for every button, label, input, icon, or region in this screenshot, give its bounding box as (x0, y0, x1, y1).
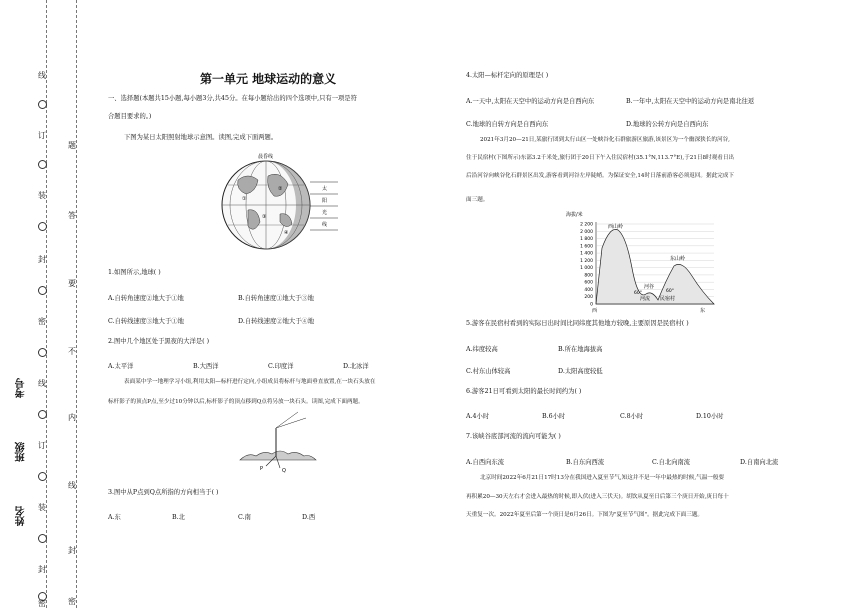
q3-option-c[interactable]: C.南 (238, 514, 251, 521)
fig3-ylabel: 海拔/米 (566, 212, 583, 218)
q1-option-a[interactable]: A.自转角速度②地大于①地 (108, 295, 184, 302)
y-tick-label: 1 400 (580, 251, 593, 257)
fig3-label-river: 河流 (640, 296, 651, 302)
q4-option-a[interactable]: A.一天中,太阳在天空中的运动方向是自西向东 (466, 98, 595, 105)
inner-seal-char: 内 (68, 413, 76, 422)
y-tick-label: 1 600 (580, 244, 593, 250)
fig1-label: 光 (322, 210, 328, 216)
terrain-profile (596, 229, 714, 304)
y-tick-label: 1 800 (580, 237, 593, 243)
q5-option-b[interactable]: B.所在地海拔高 (558, 346, 603, 353)
seal-char: 封 (38, 255, 46, 264)
inner-seal-char: 答 (68, 211, 76, 220)
y-tick-label: 600 (584, 280, 593, 286)
seal-line-inner (76, 0, 77, 608)
q2-option-d[interactable]: D.北冰洋 (343, 363, 369, 370)
q5-option-d[interactable]: D.太阳高度较低 (558, 368, 603, 375)
fig3-angle: 60° (666, 289, 674, 294)
binding-hole (38, 160, 47, 169)
q7-option-b[interactable]: B.自东向西流 (566, 459, 605, 466)
seal-char: 封 (38, 565, 46, 574)
q1-stem: 1.如图所示,地球( ) (108, 269, 161, 276)
seal-char: 订 (38, 131, 46, 140)
seal-char: 线 (38, 71, 46, 80)
section-heading: 一、选择题(本题共15小题,每小题3分,共45分。在每小题给出的四个选项中,只有一项是符 (108, 95, 357, 102)
fig3-label-valley: 河谷 (644, 284, 655, 290)
q6-option-c[interactable]: C.8小时 (620, 413, 644, 420)
intro-figure1: 下图为某日太阳照射地球示意图。读图,完成下面两题。 (124, 134, 278, 141)
fig1-label: 太 (322, 186, 328, 192)
y-tick-label: 2 200 (580, 222, 593, 228)
inner-seal-char: 线 (68, 481, 76, 490)
fig1-label: 阳 (322, 198, 328, 204)
seal-char: 线 (38, 379, 46, 388)
q1-option-d[interactable]: D.自转线速度②地大于④地 (238, 318, 315, 325)
q5-option-a[interactable]: A.纬度较高 (466, 346, 498, 353)
y-tick-label: 400 (584, 287, 593, 293)
intro-figure3-line2: 住于民宿村(下图所示)东部3.2千米处,旅行团于20日下午入住民宿村(35.1°N,113.7°E),于21日8时观看日出 (466, 155, 735, 161)
intro-figure3-line4: 面三题。 (466, 197, 489, 203)
sight-line (276, 412, 298, 428)
y-tick-label: 2 000 (580, 229, 593, 235)
q2-option-b[interactable]: B.大西洋 (193, 363, 219, 370)
binding-margin (0, 0, 80, 608)
q4-option-b[interactable]: B.一年中,太阳在天空中的运动方向是南北往返 (626, 98, 755, 105)
inner-seal-char: 密 (68, 597, 76, 606)
y-tick-label: 0 (590, 302, 593, 308)
y-tick-label: 200 (584, 295, 593, 301)
q3-stem: 3.图中从P点到Q点所指的方向相当于( ) (108, 489, 219, 496)
q7-stem: 7.该峡谷底部河流的流向可能为( ) (466, 433, 561, 440)
q3-option-b[interactable]: B.北 (172, 514, 185, 521)
y-tick-label: 1 000 (580, 266, 593, 272)
terrain-profile-figure (562, 208, 722, 316)
seal-line-outer (46, 0, 47, 608)
binding-hole (38, 534, 47, 543)
fig3-xlabel-west: 西 (592, 308, 598, 314)
fig1-label: ③ (262, 214, 267, 220)
field-name: 姓名 (16, 506, 27, 526)
y-tick-label: 1 200 (580, 258, 593, 264)
sight-line (276, 418, 306, 428)
fig1-label: 晨昏线 (258, 154, 274, 160)
q2-option-a[interactable]: A.太平洋 (108, 363, 134, 370)
seal-char: 密 (38, 599, 46, 608)
q6-option-b[interactable]: B.6小时 (542, 413, 566, 420)
intro-figure3-line3: 后沿河谷向峡谷化石群景区出发,游客看到河谷左岸陡峭。为保证安全,14时日落前游客必须返回。据此完成下 (466, 173, 734, 179)
q5-stem: 5.游客在民宿村看到的实际日出时间比同纬度其他地方较晚,主要原因是民宿村( ) (466, 320, 689, 327)
q4-stem: 4.太阳—标杆定向的原理是( ) (466, 72, 549, 79)
page-title: 第一单元 地球运动的意义 (200, 72, 337, 86)
q1-option-b[interactable]: B.自转角速度①地大于③地 (238, 295, 314, 302)
q2-stem: 2.图中几个地区处于黑夜的大洋是( ) (108, 338, 210, 345)
q4-option-c[interactable]: C.地球的自转方向是自西向东 (466, 121, 549, 128)
q4-option-d[interactable]: D.地球的公转方向是自西向东 (626, 121, 709, 128)
q3-option-a[interactable]: A.东 (108, 514, 121, 521)
q6-option-a[interactable]: A.4小时 (466, 413, 490, 420)
fig1-label: 线 (322, 222, 328, 228)
shadow-figure (236, 408, 320, 474)
intro-figure4-line3: 天重复一次。2022年夏至后第一个庚日是6月26日。下图为"夏至节气图"。据此完成下面三题。 (466, 512, 704, 518)
intro-figure2-line2: 标杆影子的顶点P点,至少过10分钟以后,标杆影子的顶点移到Q点将另放一块石头。读图,完成下面两题。 (108, 399, 364, 405)
fig1-label: ④ (284, 230, 289, 236)
fig3-angle: 60° (634, 291, 642, 296)
q7-option-d[interactable]: D.自南向北流 (740, 459, 779, 466)
q1-option-c[interactable]: C.自转线速度③地大于①地 (108, 318, 184, 325)
fig3-label-village: 民宿村 (660, 296, 676, 302)
fig3-xlabel-east: 东 (700, 308, 706, 314)
fig1-label: ① (242, 196, 247, 202)
inner-seal-char: 题 (68, 141, 76, 150)
inner-seal-char: 要 (68, 279, 76, 288)
binding-hole (38, 222, 47, 231)
intro-figure2-line1: 表面某中学一地理学习小组,利用太阳—标杆进行定向,小组成员将标杆与地面垂直放置,在一块石头放在 (124, 379, 376, 385)
globe-figure (218, 150, 343, 260)
seal-char: 密 (38, 317, 46, 326)
seal-char: 装 (38, 503, 46, 512)
field-exam-number: 考号 (16, 378, 27, 398)
binding-hole (38, 286, 47, 295)
binding-hole (38, 410, 47, 419)
y-tick-label: 800 (584, 273, 593, 279)
intro-figure3-line1: 2021年3月20—21日,某旅行团到太行山区一处峡谷化石群旅游区旅游,该景区为一个幽深狭长的河谷, (480, 137, 730, 143)
fig3-label-west-ridge: 西山岭 (608, 224, 624, 230)
binding-hole (38, 472, 47, 481)
q7-option-c[interactable]: C.自北向南流 (652, 459, 691, 466)
binding-hole (38, 348, 47, 357)
section-heading-cont: 合题目要求的。) (108, 113, 152, 120)
intro-figure4-line1: 北京时间2022年6月21日17时13分在我国进入夏至节气,知这并不是一年中最热的时候,气温一般要 (480, 475, 725, 481)
point-p-label: P (260, 466, 264, 472)
q5-option-c[interactable]: C.村东山体较高 (466, 368, 511, 375)
inner-seal-char: 封 (68, 546, 76, 555)
q6-option-d[interactable]: D.10小时 (696, 413, 724, 420)
fig3-label-east-ridge: 东山岭 (670, 256, 686, 262)
seal-char: 订 (38, 441, 46, 450)
fig1-label: ② (278, 186, 283, 192)
q6-stem: 6.游客21日可看到太阳的最长时间约为( ) (466, 388, 582, 395)
terrain (240, 451, 316, 460)
binding-hole (38, 100, 47, 109)
q7-option-a[interactable]: A.自西向东流 (466, 459, 505, 466)
q3-option-d[interactable]: D.西 (302, 514, 316, 521)
inner-seal-char: 不 (68, 347, 76, 356)
q2-option-c[interactable]: C.印度洋 (268, 363, 294, 370)
seal-char: 装 (38, 191, 46, 200)
field-class: 班级 (16, 442, 27, 462)
intro-figure4-line2: 再积累20—30天左右才会进入最热的时候,即入伏(进入三伏天)。胡饮从夏至日后第三个庚日开始,庚日每十 (466, 494, 729, 500)
point-q-label: Q (282, 468, 286, 474)
